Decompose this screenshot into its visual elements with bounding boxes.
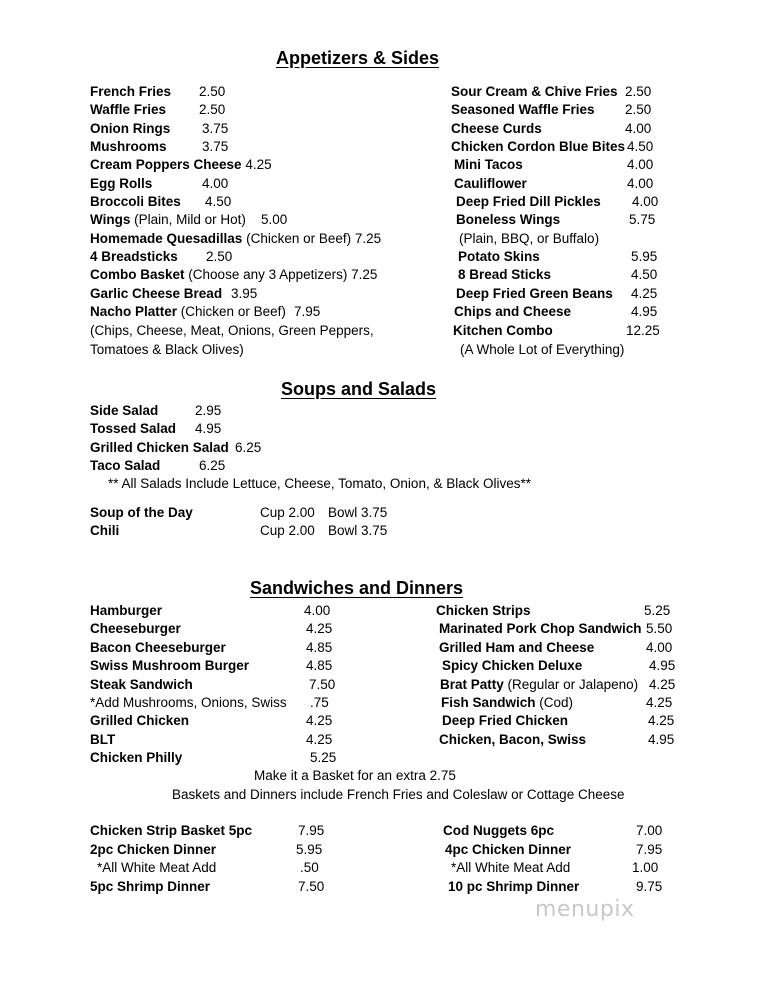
menu-item: 5pc Shrimp Dinner — [90, 879, 211, 894]
boneless-note: (Plain, BBQ, or Buffalo) — [459, 231, 600, 246]
price: 2.95 — [195, 403, 222, 418]
price: 5.95 — [631, 249, 658, 264]
price: 4.00 — [625, 121, 652, 136]
menu-item: Homemade Quesadillas (Chicken or Beef) 7.25 — [90, 231, 382, 246]
menu-item: Deep Fried Chicken — [442, 713, 569, 728]
watermark: menupix — [535, 897, 635, 922]
price: 6.25 — [235, 440, 262, 455]
menu-item: Combo Basket (Choose any 3 Appetizers) 7.25 — [90, 267, 378, 282]
price: 7.00 — [636, 823, 663, 838]
price: 4.00 — [632, 194, 659, 209]
add-ons-note: *Add Mushrooms, Onions, Swiss — [90, 695, 287, 710]
menu-item: Cauliflower — [454, 176, 527, 191]
basket-note: Make it a Basket for an extra 2.75 — [254, 768, 456, 783]
menu-item: Deep Fried Green Beans — [456, 286, 613, 301]
menu-item: Nacho Platter (Chicken or Beef) — [90, 304, 286, 319]
menu-item: BLT — [90, 732, 116, 747]
menu-item: Swiss Mushroom Burger — [90, 658, 250, 673]
price: 5.95 — [296, 842, 323, 857]
price: 4.00 — [202, 176, 229, 191]
menu-item: Onion Rings — [90, 121, 171, 136]
menu-item: Mini Tacos — [454, 157, 523, 172]
menu-item: Waffle Fries — [90, 102, 167, 117]
menu-item: 4 Breadsticks — [90, 249, 178, 264]
price: 4.00 — [304, 603, 331, 618]
include-note: Baskets and Dinners include French Fries and Coleslaw or Cottage Cheese — [172, 787, 625, 802]
menu-item: Cheese Curds — [451, 121, 542, 136]
menu-item: Sour Cream & Chive Fries — [451, 84, 618, 99]
price: 4.50 — [627, 139, 654, 154]
menu-item: Hamburger — [90, 603, 163, 618]
price: 2.50 — [625, 84, 652, 99]
menu-item: Seasoned Waffle Fries — [451, 102, 595, 117]
menu-item: Grilled Ham and Cheese — [439, 640, 595, 655]
menu-item: Chili — [90, 523, 120, 538]
price: 6.25 — [199, 458, 226, 473]
soups-heading: Soups and Salads — [281, 379, 437, 399]
price: 2.50 — [206, 249, 233, 264]
price: 4.85 — [306, 640, 333, 655]
price: 4.50 — [205, 194, 232, 209]
menu-item: Side Salad — [90, 403, 159, 418]
price: 4.95 — [631, 304, 658, 319]
menu-item: Tossed Salad — [90, 421, 177, 436]
nacho-note: (Chips, Cheese, Meat, Onions, Green Peppers, — [90, 323, 374, 338]
price: 3.95 — [231, 286, 258, 301]
price: 4.25 — [631, 286, 658, 301]
price: 4.95 — [648, 732, 675, 747]
price: 7.95 — [294, 304, 321, 319]
price: 5.50 — [646, 621, 673, 636]
menu-item: 10 pc Shrimp Dinner — [448, 879, 580, 894]
price: 4.50 — [631, 267, 658, 282]
price: 4.25 — [306, 713, 333, 728]
add-on-note: *All White Meat Add — [451, 860, 571, 875]
price: 4.85 — [306, 658, 333, 673]
menu-item: Fish Sandwich (Cod) — [441, 695, 574, 710]
price: 7.95 — [636, 842, 663, 857]
menu-item: Grilled Chicken Salad — [90, 440, 229, 455]
menu-item: Chicken Strips — [436, 603, 531, 618]
price: 4.25 — [646, 695, 673, 710]
price: 2.50 — [199, 84, 226, 99]
price: 5.75 — [629, 212, 656, 227]
menu-item: Grilled Chicken — [90, 713, 190, 728]
menu-item: Brat Patty (Regular or Jalapeno) — [440, 677, 639, 692]
menu-item: Chicken Strip Basket 5pc — [90, 823, 253, 838]
menu-item: Boneless Wings — [456, 212, 561, 227]
menu-item: French Fries — [90, 84, 172, 99]
price: 5.25 — [644, 603, 671, 618]
menu-item: Cheeseburger — [90, 621, 181, 636]
menu-item: Egg Rolls — [90, 176, 153, 191]
price: 12.25 — [626, 323, 660, 338]
price: 4.00 — [627, 157, 654, 172]
menu-item: Chicken, Bacon, Swiss — [439, 732, 587, 747]
price: 4.25 — [306, 732, 333, 747]
price: .75 — [310, 695, 329, 710]
menu-item: Bacon Cheeseburger — [90, 640, 226, 655]
menu-item: Chips and Cheese — [454, 304, 572, 319]
kitchen-combo-note: (A Whole Lot of Everything) — [460, 342, 625, 357]
price: 9.75 — [636, 879, 663, 894]
menu-item: 2pc Chicken Dinner — [90, 842, 217, 857]
menu-item: Taco Salad — [90, 458, 161, 473]
menu-item: Mushrooms — [90, 139, 167, 154]
price: .50 — [300, 860, 319, 875]
menu-item: 8 Bread Sticks — [458, 267, 552, 282]
price: 3.75 — [202, 121, 229, 136]
menu-item: Potato Skins — [458, 249, 540, 264]
menu-item: Chicken Philly — [90, 750, 183, 765]
price: 4.95 — [195, 421, 222, 436]
price: 7.50 — [298, 879, 325, 894]
price: 2.50 — [625, 102, 652, 117]
price: 7.50 — [309, 677, 336, 692]
nacho-note: Tomatoes & Black Olives) — [90, 342, 244, 357]
menu-item: Deep Fried Dill Pickles — [456, 194, 601, 209]
menu-item: Spicy Chicken Deluxe — [442, 658, 583, 673]
bowl-price: Bowl 3.75 — [328, 523, 388, 538]
price: 5.00 — [261, 212, 288, 227]
cup-price: Cup 2.00 — [260, 523, 315, 538]
price: 4.00 — [646, 640, 673, 655]
menu-item: Soup of the Day — [90, 505, 193, 520]
price: 4.25 — [649, 677, 676, 692]
menu-item: 4pc Chicken Dinner — [445, 842, 572, 857]
bowl-price: Bowl 3.75 — [328, 505, 388, 520]
price: 4.25 — [306, 621, 333, 636]
menu-item: Steak Sandwich — [90, 677, 193, 692]
price: 4.00 — [627, 176, 654, 191]
cup-price: Cup 2.00 — [260, 505, 315, 520]
price: 3.75 — [202, 139, 229, 154]
menu-item: Kitchen Combo — [453, 323, 553, 338]
menu-item: Garlic Cheese Bread — [90, 286, 223, 301]
price: 1.00 — [632, 860, 659, 875]
price: 7.95 — [298, 823, 325, 838]
price: 4.95 — [649, 658, 676, 673]
add-on-note: *All White Meat Add — [97, 860, 217, 875]
price: 2.50 — [199, 102, 226, 117]
menu-item: Cod Nuggets 6pc — [443, 823, 555, 838]
salad-note: ** All Salads Include Lettuce, Cheese, Tomato, Onion, & Black Olives** — [108, 476, 531, 491]
menu-item: Broccoli Bites — [90, 194, 181, 209]
menu-item: Chicken Cordon Blue Bites — [451, 139, 626, 154]
menu-item: Wings (Plain, Mild or Hot) — [90, 212, 246, 227]
price: 4.25 — [648, 713, 675, 728]
price: 5.25 — [310, 750, 337, 765]
sandwiches-heading: Sandwiches and Dinners — [250, 578, 464, 598]
menu-item: Cream Poppers Cheese 4.25 — [90, 157, 272, 172]
appetizers-heading: Appetizers & Sides — [276, 48, 440, 68]
menu-item: Marinated Pork Chop Sandwich — [439, 621, 642, 636]
